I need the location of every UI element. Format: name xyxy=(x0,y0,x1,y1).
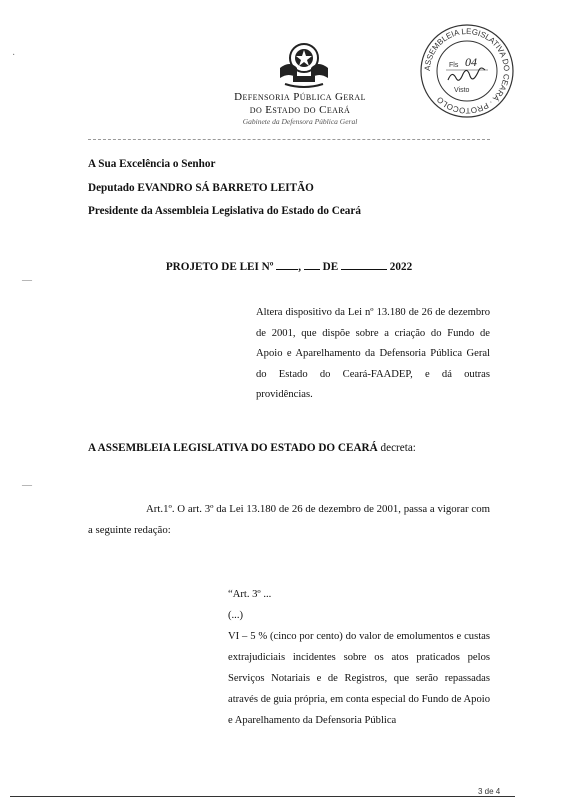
decree-assembly: A ASSEMBLEIA LEGISLATIVA DO ESTADO DO CEARÁ xyxy=(88,442,378,454)
bill-title-prefix: PROJETO DE LEI Nº xyxy=(165,261,274,273)
addressee-line-2: Deputado EVANDRO SÁ BARRETO LEITÃO xyxy=(88,182,314,194)
footer-divider xyxy=(10,796,515,797)
stamp-fls-label: Fls xyxy=(449,62,459,69)
organization-name: Defensoria Pública Geral do Estado do Ceará xyxy=(234,91,366,116)
stamp-visto-label: Visto xyxy=(454,87,470,94)
decree-verb: decreta: xyxy=(377,442,416,454)
margin-mark: — xyxy=(22,275,32,286)
quote-article-heading: “Art. 3º ... xyxy=(228,589,272,600)
bill-title-year: 2022 xyxy=(389,261,413,273)
bill-title-de: DE xyxy=(322,261,339,273)
bill-title-separator: , xyxy=(298,261,302,273)
decree-line xyxy=(88,442,416,454)
organization-subtitle: Gabinete da Defensora Pública Geral xyxy=(242,117,358,126)
article-1-text: Art.1º. O art. 3º da Lei 13.180 de 26 de dezembro de 2001, passa a vigorar com a seguinte redação: xyxy=(88,503,490,536)
margin-mark: · xyxy=(12,50,16,61)
stamp-fls-value: 04 xyxy=(465,55,477,69)
page-number: 3 de 4 xyxy=(478,787,501,796)
amended-text-quote xyxy=(228,584,490,731)
addressee-line-1: A Sua Excelência o Senhor xyxy=(88,158,216,170)
protocol-stamp xyxy=(418,22,516,120)
header-divider xyxy=(88,139,490,140)
addressee-line-3: Presidente da Assembleia Legislativa do Estado do Ceará xyxy=(88,205,361,217)
bill-day-blank xyxy=(304,259,320,270)
stamp-outer-text: ASSEMBLEIA LEGISLATIVA DO CEARÁ · PROTOCOLO xyxy=(422,26,512,116)
bill-number-blank xyxy=(276,259,298,270)
bill-title xyxy=(88,259,490,273)
article-1 xyxy=(88,499,490,541)
bill-month-blank xyxy=(341,259,387,270)
bill-ementa: Altera dispositivo da Lei nº 13.180 de 26 de dezembro de 2001, que dispõe sobre a criação do Fundo de Apoio e Aparelhamento da Defensoria Pública Geral do Estado do Ceará-FAADEP, e dá outras providências. xyxy=(256,307,490,400)
quote-item-vi: VI – 5 % (cinco por cento) do valor de emolumentos e custas extrajudiciais incidentes sobre os atos praticados pelos Serviços Notariais e de Registros, que serão repassadas através de guia própria, em conta especial do Fundo de Apoio e Aparelhamento da Defensoria Pública xyxy=(228,631,490,726)
quote-ellipsis: (...) xyxy=(228,610,244,621)
margin-mark: — xyxy=(22,480,32,491)
defensoria-emblem-icon xyxy=(275,38,333,90)
